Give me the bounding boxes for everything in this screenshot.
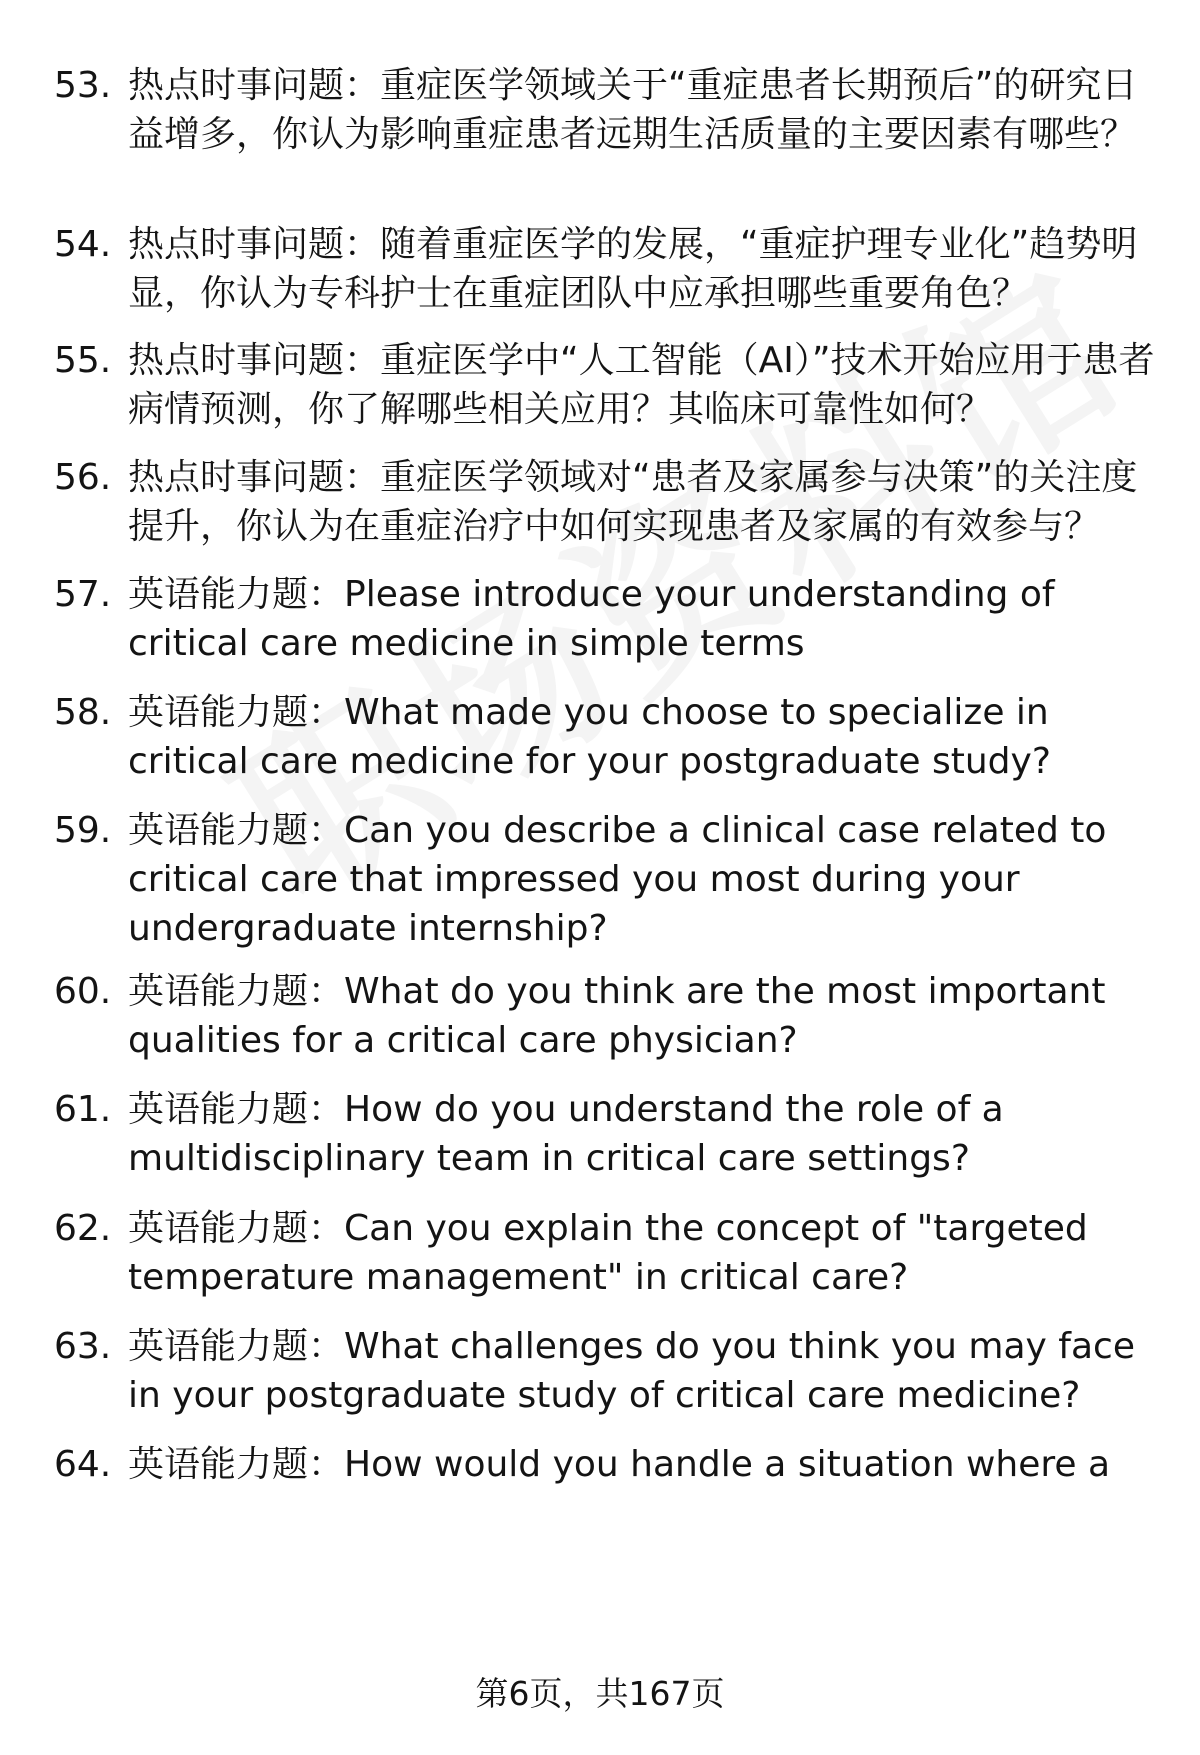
question-number: 53.: [54, 65, 112, 106]
question-text: 重症医学领域对“患者及家属参与决策”的关注度提升，你认为在重症治疗中如何实现患者及家属的有效参与？: [128, 457, 1138, 547]
question-category: 英语能力题：: [128, 1326, 345, 1367]
question-number: 62.: [54, 1208, 112, 1249]
question-category: 热点时事问题：: [128, 65, 381, 106]
question-text: How do you understand the role of a multidisciplinary team in critical care settings?: [128, 1089, 1004, 1179]
question-category: 英语能力题：: [128, 1444, 345, 1485]
question-number: 64.: [54, 1444, 112, 1485]
question-number: 57.: [54, 574, 112, 615]
question-text: Can you describe a clinical case related to critical care that impressed you most during your undergraduate internship?: [128, 810, 1107, 949]
question-number: 55.: [54, 340, 112, 381]
question-category: 英语能力题：: [128, 971, 345, 1012]
question-number: 59.: [54, 810, 112, 851]
question-number: 61.: [54, 1089, 112, 1130]
question-category: 热点时事问题：: [128, 224, 381, 265]
question-text: What do you think are the most important qualities for a critical care physician?: [128, 971, 1106, 1061]
question-number: 60.: [54, 971, 112, 1012]
question-text: 重症医学中“人工智能（AI）”技术开始应用于患者病情预测，你了解哪些相关应用？其临床可靠性如何？: [128, 340, 1155, 430]
question-number: 58.: [54, 692, 112, 733]
question-category: 英语能力题：: [128, 692, 345, 733]
page-footer: 第6页，共167页: [475, 1674, 725, 1713]
question-category: 英语能力题：: [128, 810, 345, 851]
question-text: Can you explain the concept of "targeted temperature management" in critical care?: [128, 1208, 1088, 1298]
question-category: 英语能力题：: [128, 1208, 345, 1249]
question-category: 英语能力题：: [128, 1089, 345, 1130]
question-text: How would you handle a situation where a: [344, 1444, 1111, 1485]
question-number: 56.: [54, 457, 112, 498]
question-text: 随着重症医学的发展，“重症护理专业化”趋势明显，你认为专科护士在重症团队中应承担哪些重要角色？: [128, 224, 1138, 314]
question-text: What challenges do you think you may face in your postgraduate study of critical care medicine?: [128, 1326, 1135, 1416]
question-text: What made you choose to specialize in critical care medicine for your postgraduate study?: [128, 692, 1051, 782]
question-category: 热点时事问题：: [128, 340, 381, 381]
question-text: Please introduce your understanding of critical care medicine in simple terms: [128, 574, 1055, 664]
question-number: 63.: [54, 1326, 112, 1367]
question-number: 54.: [54, 224, 112, 265]
question-category: 热点时事问题：: [128, 457, 381, 498]
question-category: 英语能力题：: [128, 574, 345, 615]
question-text: 重症医学领域关于“重症患者长期预后”的研究日益增多，你认为影响重症患者远期生活质量的主要因素有哪些？: [128, 65, 1138, 155]
